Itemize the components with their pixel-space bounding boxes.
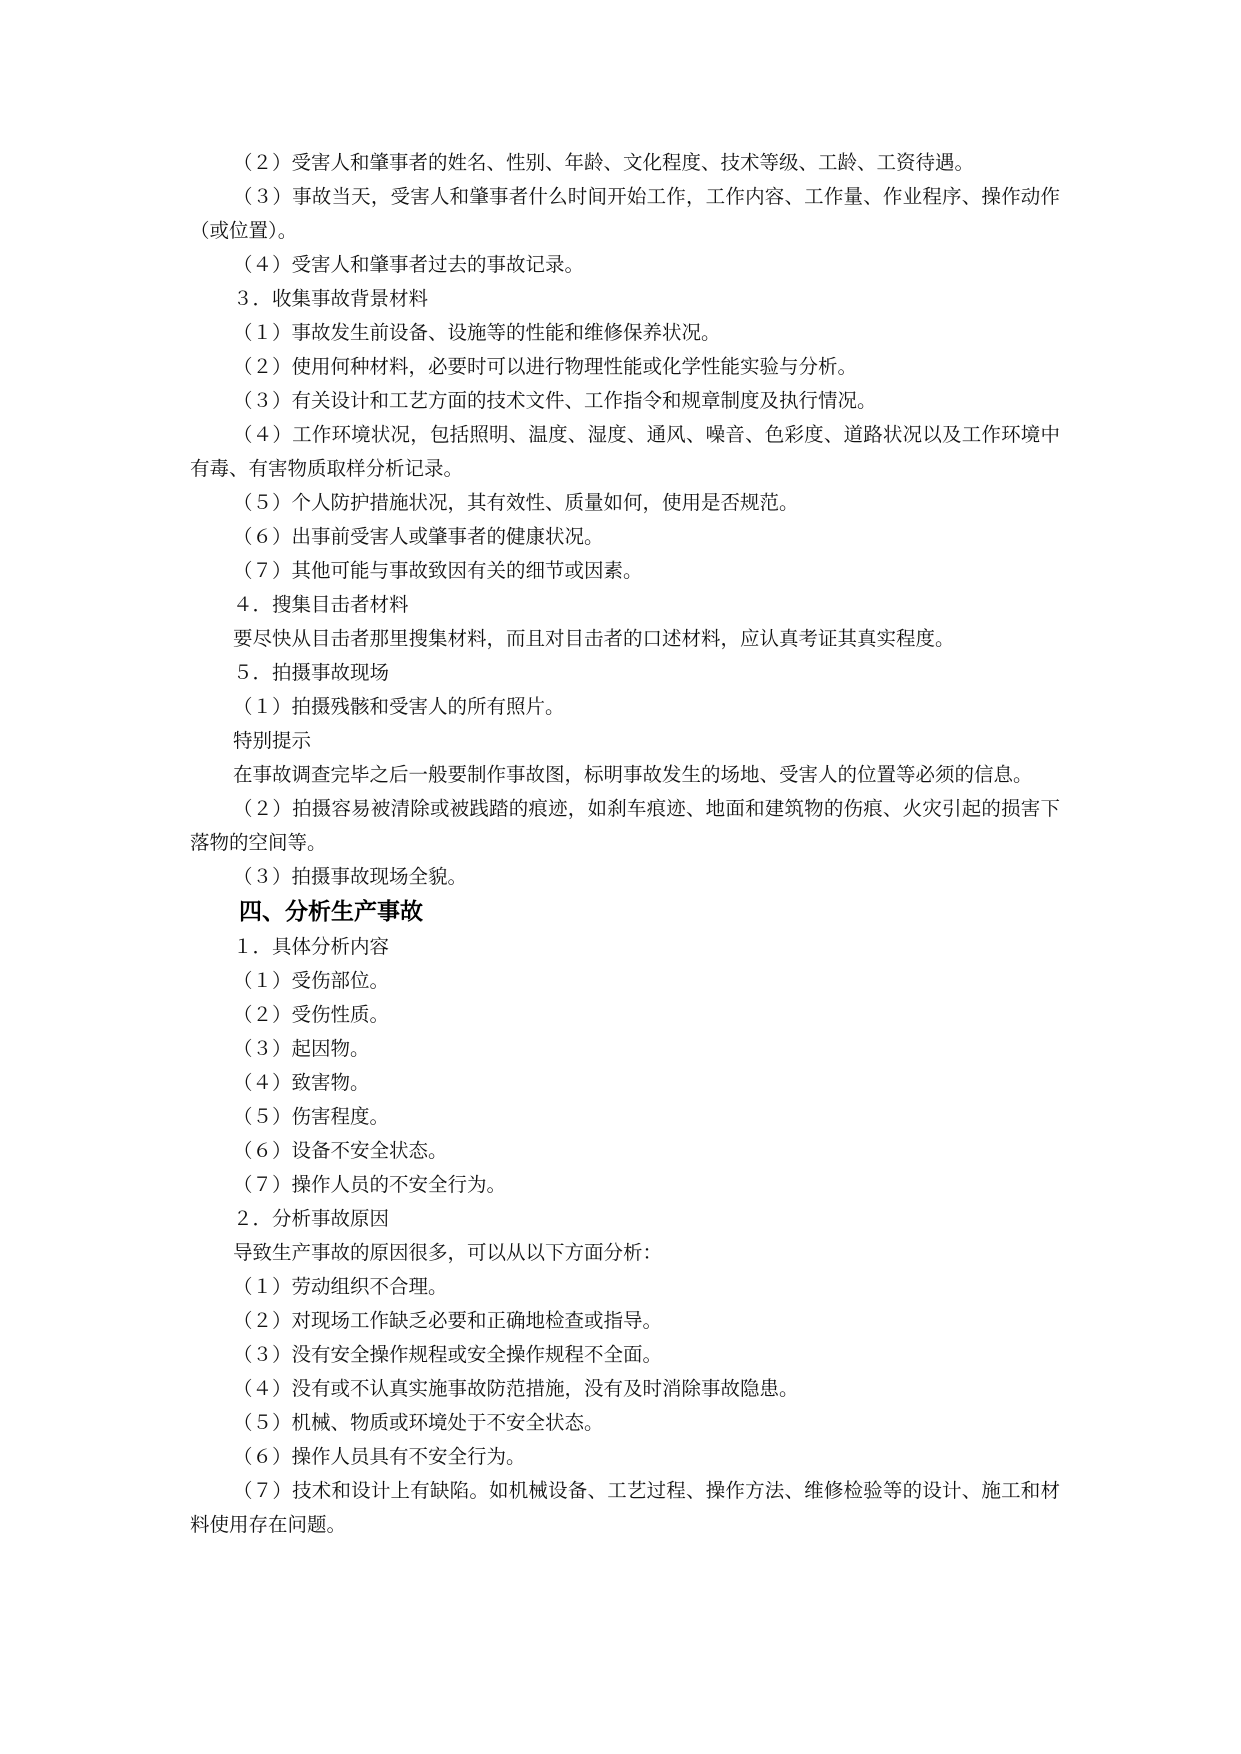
paragraph: （５）个人防护措施状况，其有效性、质量如何，使用是否规范。 bbox=[233, 491, 799, 514]
paragraph: （５）伤害程度。 bbox=[233, 1105, 390, 1128]
paragraph: （７）操作人员的不安全行为。 bbox=[233, 1173, 507, 1196]
subsection-title: １．具体分析内容 bbox=[233, 935, 390, 958]
special-tip-text: 在事故调查完毕之后一般要制作事故图，标明事故发生的场地、受害人的位置等必须的信息。 bbox=[233, 763, 1033, 786]
paragraph: （５）机械、物质或环境处于不安全状态。 bbox=[233, 1411, 604, 1434]
special-tip-label: 特别提示 bbox=[233, 729, 312, 752]
section-heading: 四、分析生产事故 bbox=[239, 899, 423, 925]
paragraph: （４）没有或不认真实施事故防范措施，没有及时消除事故隐患。 bbox=[233, 1377, 799, 1400]
paragraph: （６）设备不安全状态。 bbox=[233, 1139, 448, 1162]
paragraph: （４）工作环境状况，包括照明、温度、湿度、通风、噪音、色彩度、道路状况以及工作环境中有毒、有害物质取样分析记录。 bbox=[190, 423, 1060, 480]
paragraph: （７）技术和设计上有缺陷。如机械设备、工艺过程、操作方法、维修检验等的设计、施工和材料使用存在问题。 bbox=[190, 1479, 1060, 1536]
paragraph: 导致生产事故的原因很多，可以从以下方面分析： bbox=[233, 1241, 663, 1264]
paragraph: （１）受伤部位。 bbox=[233, 969, 390, 992]
subsection-title: ５．拍摄事故现场 bbox=[233, 661, 390, 684]
subsection-title: ４．搜集目击者材料 bbox=[233, 593, 409, 616]
paragraph: （２）受伤性质。 bbox=[233, 1003, 390, 1026]
paragraph: （１）劳动组织不合理。 bbox=[233, 1275, 448, 1298]
paragraph: （７）其他可能与事故致因有关的细节或因素。 bbox=[233, 559, 643, 582]
paragraph: （３）有关设计和工艺方面的技术文件、工作指令和规章制度及执行情况。 bbox=[233, 389, 877, 412]
paragraph: （２）使用何种材料，必要时可以进行物理性能或化学性能实验与分析。 bbox=[233, 355, 858, 378]
subsection-title: ３．收集事故背景材料 bbox=[233, 287, 429, 310]
paragraph: （３）没有安全操作规程或安全操作规程不全面。 bbox=[233, 1343, 663, 1366]
paragraph: （３）起因物。 bbox=[233, 1037, 370, 1060]
paragraph: （６）操作人员具有不安全行为。 bbox=[233, 1445, 526, 1468]
subsection-title: ２．分析事故原因 bbox=[233, 1207, 390, 1230]
paragraph: （１）事故发生前设备、设施等的性能和维修保养状况。 bbox=[233, 321, 721, 344]
document-body bbox=[190, 146, 1060, 1542]
paragraph: （３）拍摄事故现场全貌。 bbox=[233, 865, 468, 888]
paragraph: （２）受害人和肇事者的姓名、性别、年龄、文化程度、技术等级、工龄、工资待遇。 bbox=[233, 151, 975, 174]
paragraph: 要尽快从目击者那里搜集材料，而且对目击者的口述材料，应认真考证其真实程度。 bbox=[233, 627, 955, 650]
paragraph: （６）出事前受害人或肇事者的健康状况。 bbox=[233, 525, 604, 548]
paragraph: （２）拍摄容易被清除或被践踏的痕迹，如刹车痕迹、地面和建筑物的伤痕、火灾引起的损害下落物的空间等。 bbox=[190, 797, 1060, 854]
paragraph: （１）拍摄残骸和受害人的所有照片。 bbox=[233, 695, 565, 718]
paragraph: （２）对现场工作缺乏必要和正确地检查或指导。 bbox=[233, 1309, 663, 1332]
paragraph: （４）受害人和肇事者过去的事故记录。 bbox=[233, 253, 585, 276]
paragraph: （４）致害物。 bbox=[233, 1071, 370, 1094]
paragraph: （３）事故当天，受害人和肇事者什么时间开始工作，工作内容、工作量、作业程序、操作动作（或位置）。 bbox=[190, 185, 1060, 242]
